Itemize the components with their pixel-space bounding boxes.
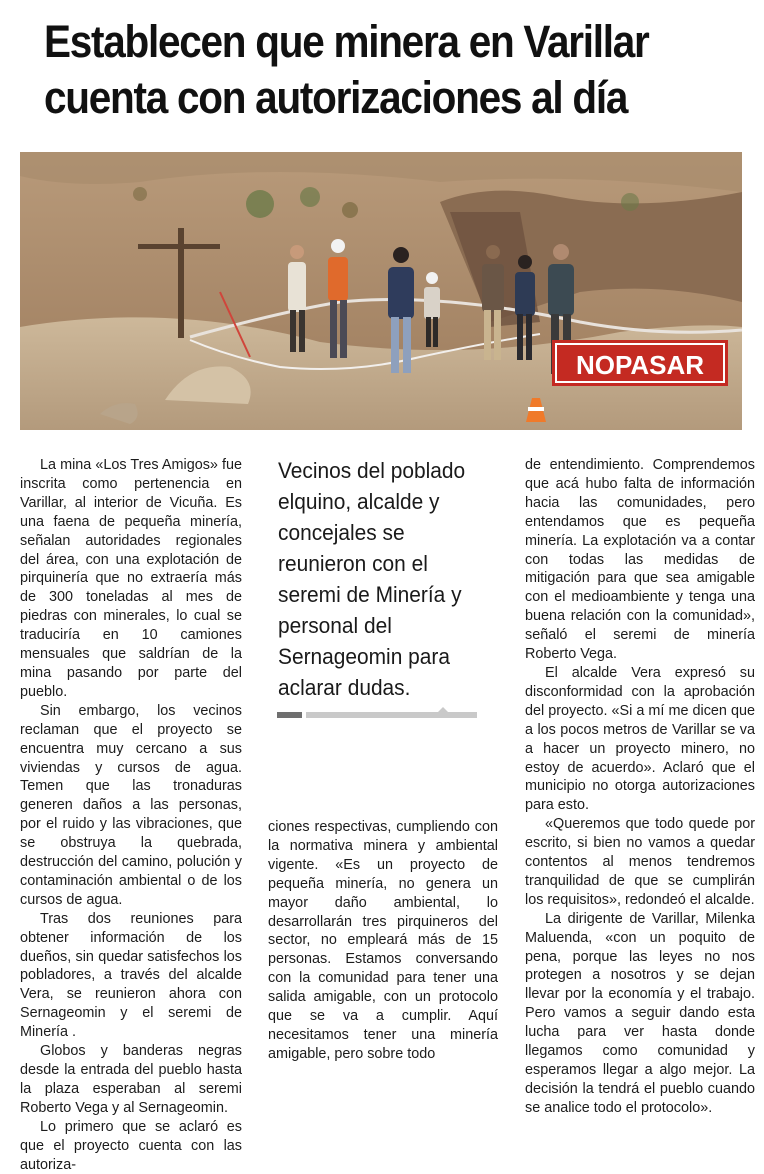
article-column-2 xyxy=(268,818,498,1064)
pull-quote: Vecinos del poblado elquino, alcalde y concejales se reunieron con el seremi de Minería y personal del Sernageomin para aclarar dudas. xyxy=(278,458,466,700)
paragraph: Tras dos reuniones para obtener información de los dueños, sin quedar satisfechos los pobladores, a través del alcalde Vera, se reunieron ahora con Sernageomin y el seremi de Minería . xyxy=(20,910,242,1041)
headline-line-1: Establecen que minera en Varillar xyxy=(44,16,649,67)
paragraph: Globos y banderas negras desde la entrada del pueblo hasta la plaza esperaban al seremi Roberto Vega y al Sernageomin. xyxy=(20,1043,242,1116)
paragraph: de entendimiento. Comprendemos que acá hubo falta de información hacia las comunidades, pero entendamos que es pequeña minería. La explotación va a contar con todas las medidas de mitigación para que sea amigable con el medioambiente y tenga una buena relación con la comunidad», señaló el seremi de minería Roberto Vega. xyxy=(525,457,755,663)
paragraph: La mina «Los Tres Amigos» fue inscrita como pertenencia en Varillar, al interior de Vicuña. Es una faena de pequeña minería, señalan autoridades regionales del área, con una explotación de pirquinería que no extraería más de 300 toneladas al mes de piedras con minerales, lo cual se traduciría en 10 camiones mensuales que saldrían de la mina pasando por parte del pueblo. xyxy=(20,457,242,700)
headline xyxy=(44,14,674,126)
pull-quote-divider xyxy=(277,712,477,718)
no-pasar-sign-text: NOPASAR xyxy=(575,350,705,380)
paragraph: La dirigente de Varillar, Milenka Maluenda, «con un poquito de pena, porque las leyes no nos protegen a nosotros y se dejan llevar por la economía y el trabajo. Pero vamos a seguir dando esta lucha para ver hasta donde llegamos como comunidad y esperamos llegar a algo mejor. La decisión la tendrá el pueblo cuando se analice todo el protocolo». xyxy=(525,910,755,1116)
paragraph: «Queremos que todo quede por escrito, si bien no vamos a quedar contentos al menos tendremos tranquilidad de que se cumplirán los requisitos», redondeó el alcalde. xyxy=(525,816,755,908)
article-column-1 xyxy=(20,456,242,1174)
article-photo xyxy=(20,152,742,430)
paragraph: ciones respectivas, cumpliendo con la normativa minera y ambiental vigente. «Es un proyecto de pequeña minería, no genera un mayor daño ambiental, lo desarrollarán tres pirquineros del sector, no empleará más de 15 personas. Estamos conversando con la comunidad para tener una salida amigable, con un protocolo que se va a cumplir. Aquí necesitamos tener una minería amigable, pero sobre todo xyxy=(268,819,498,1062)
paragraph: Sin embargo, los vecinos reclaman que el proyecto se encuentra muy cercano a sus viviendas y cursos de agua. Temen que las tronaduras generen daños a las personas, por el ruido y las vibraciones, que se obstruya la quebrada, destrucción del camino, polución y contaminación ambiental o de los cursos de agua. xyxy=(20,702,242,908)
paragraph: Lo primero que se aclaró es que el proyecto cuenta con las autoriza- xyxy=(20,1118,242,1173)
paragraph: El alcalde Vera expresó su disconformidad con la aprobación del proyecto. «Si a mí me dicen que a los pocos metros de Varillar se va a hacer un proyecto minero, no estoy de acuerdo». Aclaró que el municipio no otorga autorizaciones para esto. xyxy=(525,664,755,814)
headline-line-2: cuenta con autorizaciones al día xyxy=(44,72,628,123)
article-column-3 xyxy=(525,456,755,1118)
